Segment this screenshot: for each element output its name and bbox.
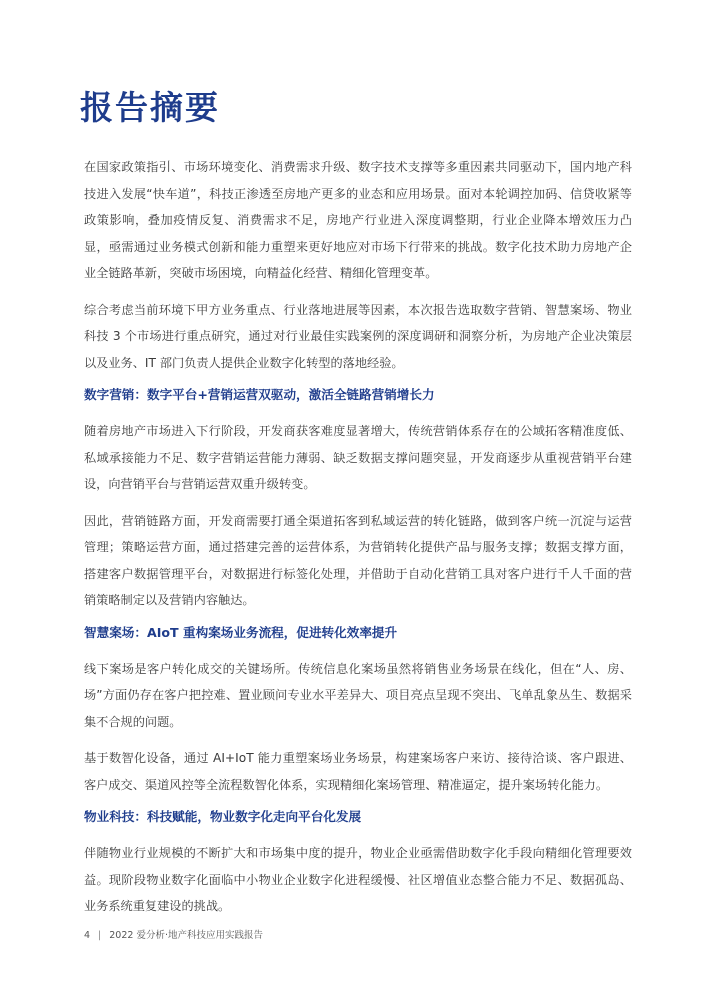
summary-body <box>84 154 632 920</box>
section-heading-smart-sales-office: 智慧案场：AIoT 重构案场业务流程，促进转化效率提升 <box>84 624 398 640</box>
page-footer <box>84 930 263 942</box>
page-title: 报告摘要 <box>80 88 220 127</box>
digital-marketing-paragraph-1: 随着房地产市场进入下行阶段，开发商获客难度显著增大，传统营销体系存在的公域拓客精准度低、私域承接能力不足、数字营销运营能力薄弱、缺乏数据支撑问题突显，开发商逐步从重视营销平台建设，向营销平台与营销运营双重升级转变。 <box>84 424 632 491</box>
scope-paragraph: 综合考虑当前环境下甲方业务重点、行业落地进展等因素，本次报告选取数字营销、智慧案场、物业科技 3 个市场进行重点研究，通过对行业最佳实践案例的深度调研和洞察分析，为房地产企业决策层以及业务、IT 部门负责人提供企业数字化转型的落地经验。 <box>84 302 632 370</box>
property-tech-paragraph: 伴随物业行业规模的不断扩大和市场集中度的提升，物业企业亟需借助数字化手段向精细化管理要效益。现阶段物业数字化面临中小物业企业数字化进程缓慢、社区增值业态整合能力不足、数据孤岛、业务系统重复建设的挑战。 <box>84 846 632 913</box>
section-heading-property-tech: 物业科技：科技赋能，物业数字化走向平台化发展 <box>84 809 362 824</box>
smart-sales-office-paragraph-1: 线下案场是客户转化成交的关键场所。传统信息化案场虽然将销售业务场景在线化，但在“人、房、场”方面仍存在客户把控难、置业顾问专业水平差异大、项目亮点呈现不突出、飞单乱象丛生、数据采集不合规的问题。 <box>84 661 632 729</box>
report-name: 2022 爱分析·地产科技应用实践报告 <box>109 930 263 941</box>
page-number: 4 <box>84 930 91 941</box>
smart-sales-office-paragraph-2: 基于数智化设备，通过 AI+IoT 能力重塑案场业务场景，构建案场客户来访、接待洽谈、客户跟进、客户成交、渠道风控等全流程数智化体系，实现精细化案场管理、精准逼定，提升案场转化能力。 <box>84 751 632 792</box>
footer-separator: | <box>98 930 102 941</box>
intro-paragraph: 在国家政策指引、市场环境变化、消费需求升级、数字技术支撑等多重因素共同驱动下，国内地产科技进入发展“快车道”，科技正渗透至房地产更多的业态和应用场景。面对本轮调控加码、信贷收紧等政策影响，叠加疫情反复、消费需求不足，房地产行业进入深度调整期，行业企业降本增效压力凸显，亟需通过业务模式创新和能力重塑来更好地应对市场下行带来的挑战。数字化技术助力房地产企业全链路革新，突破市场困境，向精益化经营、精细化管理变革。 <box>84 160 632 280</box>
section-heading-digital-marketing: 数字营销：数字平台+营销运营双驱动，激活全链路营销增长力 <box>84 387 435 402</box>
digital-marketing-paragraph-2: 因此，营销链路方面，开发商需要打通全渠道拓客到私域运营的转化链路，做到客户统一沉淀与运营管理；策略运营方面，通过搭建完善的运营体系，为营销转化提供产品与服务支撑；数据支撑方面，搭建客户数据管理平台，对数据进行标签化处理，并借助于自动化营销工具对客户进行千人千面的营销策略制定以及营销内容触达。 <box>84 513 632 607</box>
